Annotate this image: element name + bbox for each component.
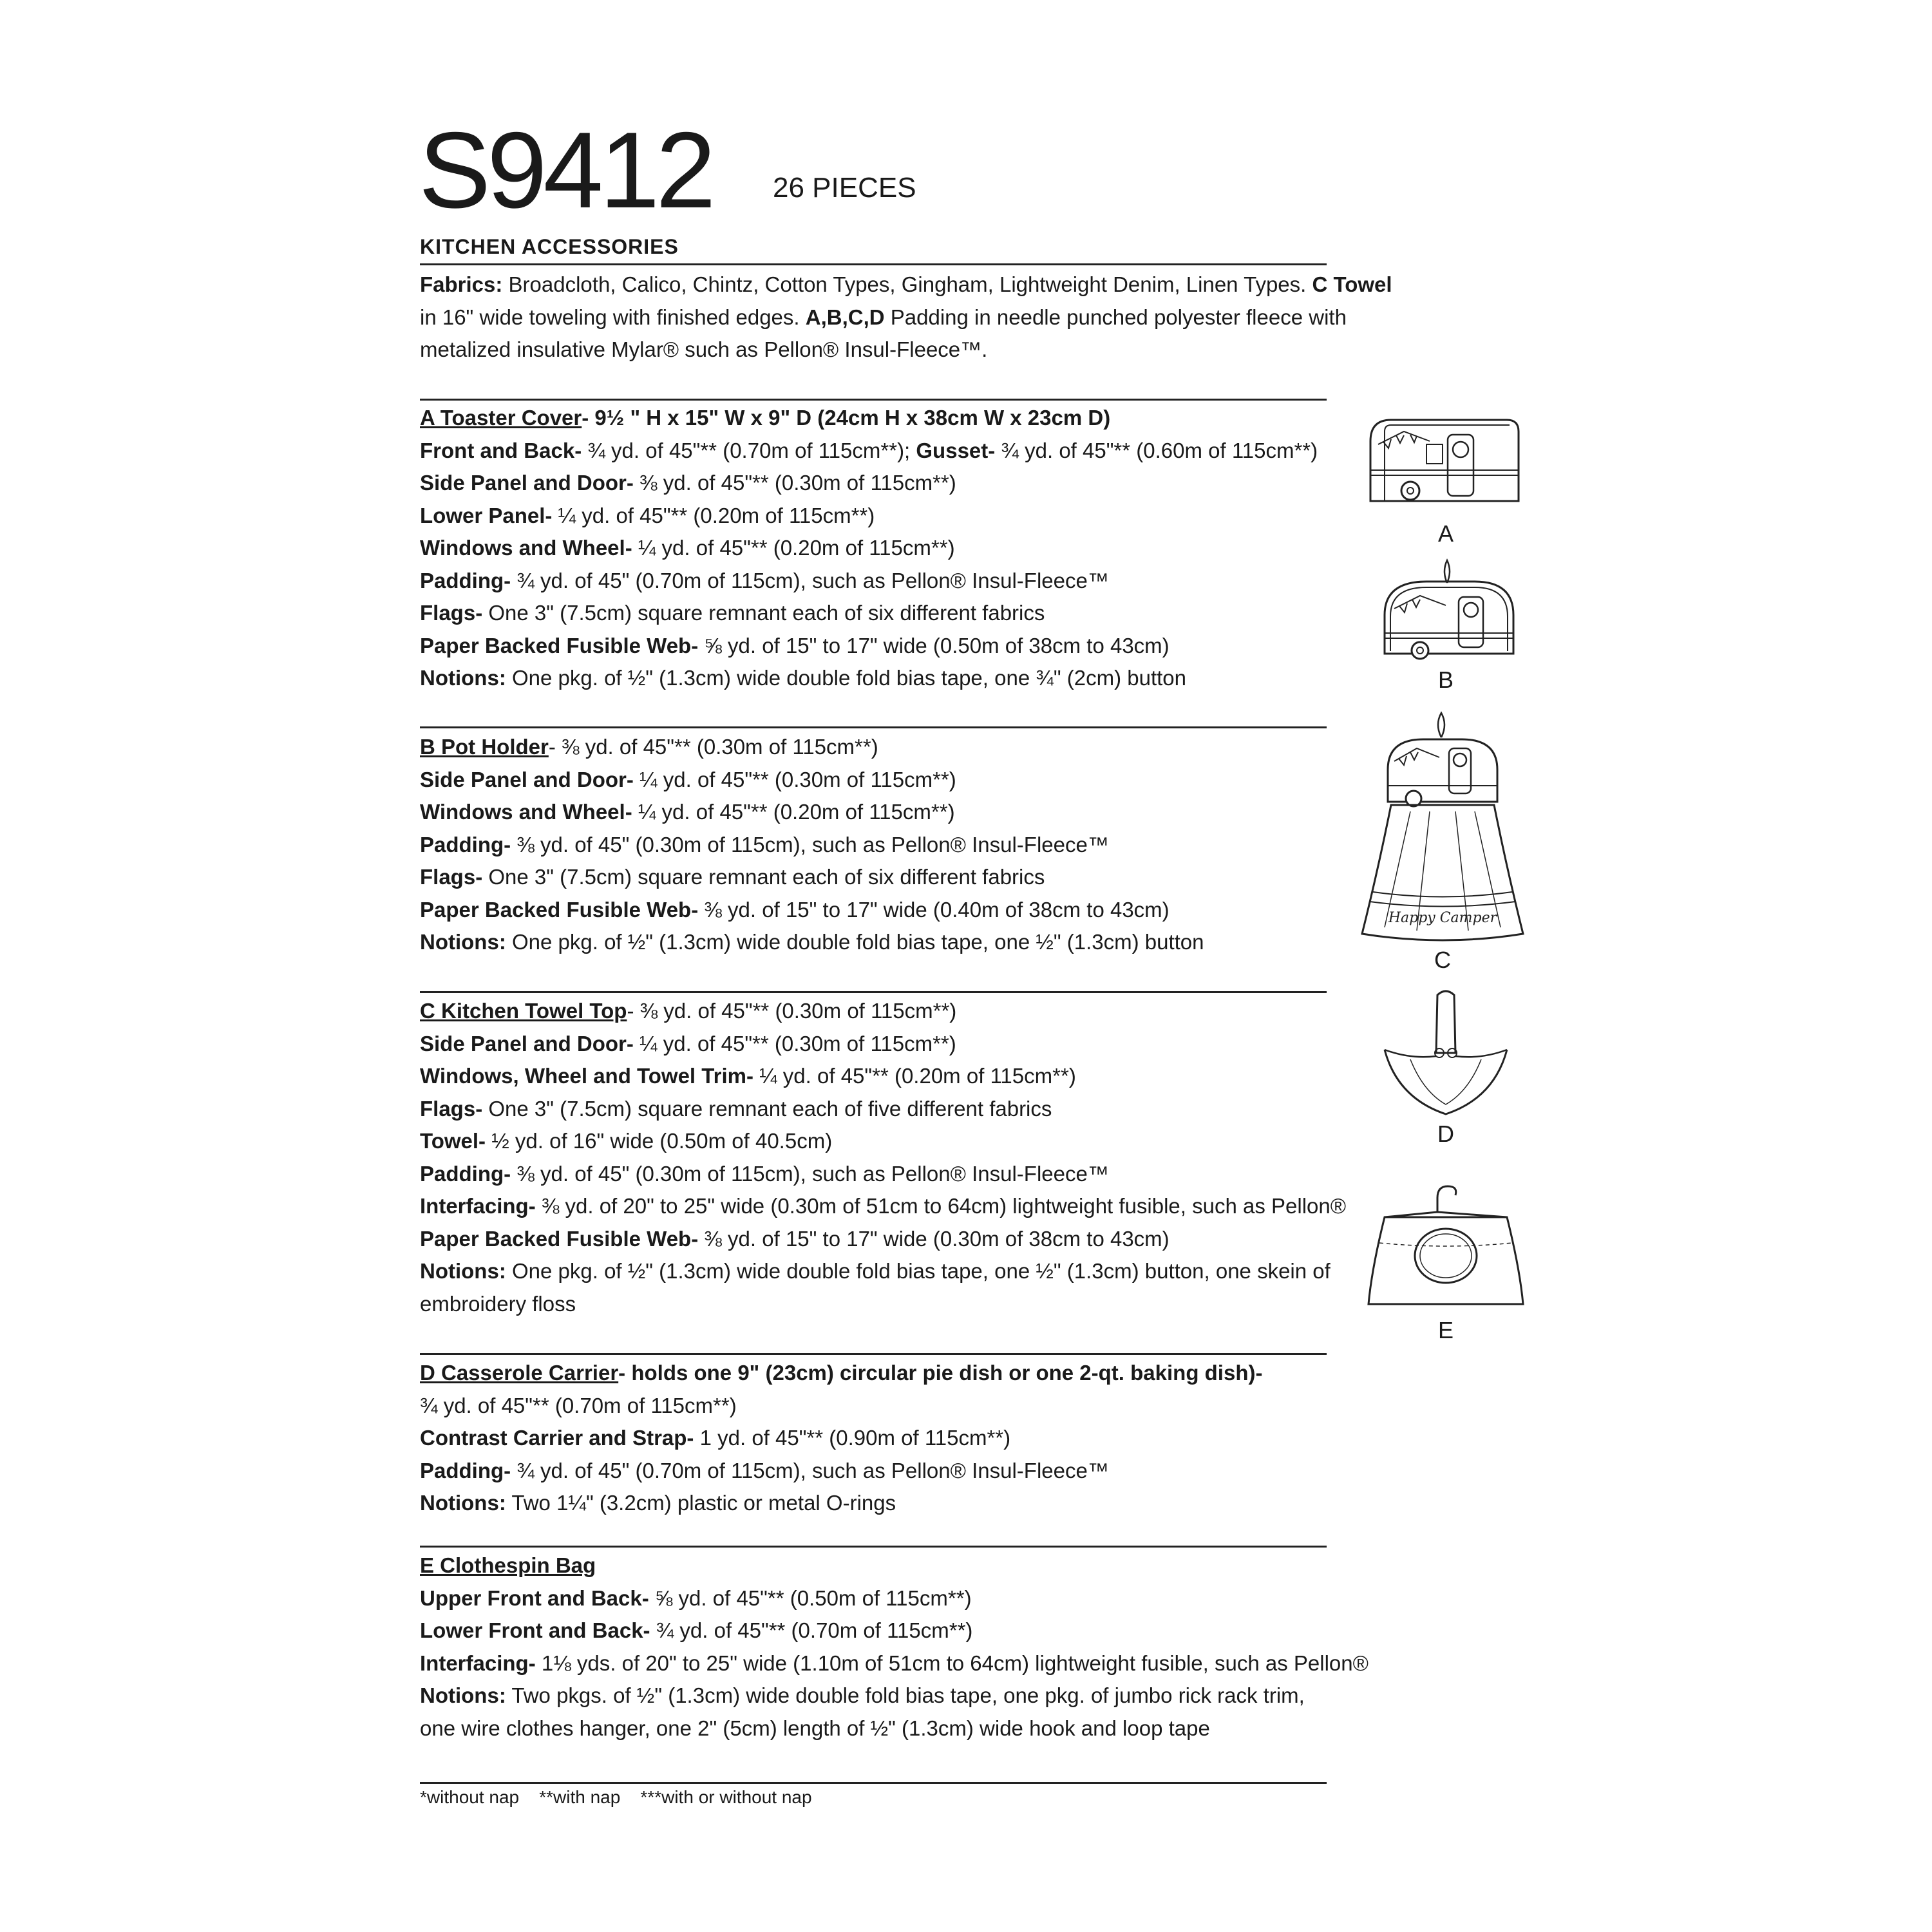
text-run: ¾ yd. of 45"** (0.60m of 115cm**): [995, 438, 1318, 462]
text-run: embroidery floss: [420, 1291, 576, 1316]
view-c-label: C: [1434, 947, 1451, 973]
text-run: Two 1¼" (3.2cm) plastic or metal O-rings: [506, 1491, 896, 1515]
text-line: [420, 1125, 1334, 1158]
text-line: [420, 829, 1334, 862]
text-run: in 16" wide toweling with finished edges.: [420, 305, 806, 329]
section-a-toaster-cover: [420, 402, 1334, 695]
bold-label: Side Panel and Door-: [420, 767, 634, 791]
bold-label: Gusset-: [916, 438, 996, 462]
text-line: [420, 532, 1334, 565]
text-run: ¼ yd. of 45"** (0.20m of 115cm**): [552, 503, 875, 527]
bold-label: Windows and Wheel-: [420, 800, 632, 824]
text-line: [420, 435, 1334, 468]
divider: [420, 263, 1327, 265]
text-run: ¼ yd. of 45"** (0.20m of 115cm**): [632, 536, 955, 560]
bold-label: Notions:: [420, 1259, 506, 1283]
text-run: One 3" (7.5cm) square remnant each of six different fabrics: [482, 601, 1045, 625]
text-line: [420, 796, 1334, 829]
text-line: [420, 1223, 1334, 1256]
text-run: ½ yd. of 16" wide (0.50m of 40.5cm): [486, 1129, 833, 1153]
kitchen-towel-drawing: [1359, 708, 1526, 947]
text-line: [420, 1680, 1334, 1712]
text-line: [420, 1647, 1368, 1680]
nap-footnote: *without nap **with nap ***with or without nap: [420, 1787, 812, 1807]
text-run: ⅜ yd. of 45"** (0.30m of 115cm**): [633, 471, 956, 495]
bold-label: - 9½ " H x 15" W x 9" D (24cm H x 38cm W x 23cm D): [582, 406, 1111, 430]
view-a-label: A: [1437, 520, 1454, 547]
bold-label: Side Panel and Door-: [420, 471, 634, 495]
text-run: 1 yd. of 45"** (0.90m of 115cm**): [694, 1426, 1011, 1450]
text-run: - ⅜ yd. of 45"** (0.30m of 115cm**): [627, 999, 957, 1023]
view-d-label: D: [1437, 1121, 1454, 1147]
text-line: [420, 731, 1334, 764]
text-run: ⅜ yd. of 15" to 17" wide (0.30m of 38cm to 43cm): [698, 1226, 1170, 1251]
bold-label: Towel-: [420, 1129, 486, 1153]
casserole-carrier-drawing: [1372, 989, 1520, 1137]
text-run: ⅜ yd. of 15" to 17" wide (0.40m of 38cm to 43cm): [698, 897, 1170, 922]
view-b-pot-holder-illustration: [1375, 557, 1523, 693]
text-line: [420, 1615, 1334, 1647]
bold-label: Notions:: [420, 930, 506, 954]
fabrics-description: [420, 269, 1392, 366]
bold-label: B Pot Holder: [420, 735, 549, 759]
text-run: one wire clothes hanger, one 2" (5cm) length of ½" (1.3cm) wide hook and loop tape: [420, 1716, 1210, 1740]
text-line: [420, 764, 1334, 797]
bold-label: Paper Backed Fusible Web-: [420, 897, 699, 922]
view-a-toaster-cover-illustration: [1365, 406, 1526, 547]
text-line: [420, 662, 1334, 695]
text-line: [420, 269, 1392, 301]
bold-label: Front and Back-: [420, 438, 582, 462]
text-line: [420, 861, 1334, 894]
text-run: - ⅜ yd. of 45"** (0.30m of 115cm**): [548, 735, 878, 759]
text-run: ¼ yd. of 45"** (0.30m of 115cm**): [633, 1031, 956, 1056]
bold-label: Notions:: [420, 1683, 506, 1707]
text-run: 1⅛ yds. of 20" to 25" wide (1.10m of 51cm to 64cm) lightweight fusible, such as Pellon®: [535, 1651, 1368, 1675]
text-line: [420, 1487, 1334, 1520]
bold-label: Notions:: [420, 1491, 506, 1515]
bold-label: D Casserole Carrier: [420, 1361, 619, 1385]
piece-count: 26 PIECES: [773, 172, 916, 204]
bold-label: Padding-: [420, 568, 511, 592]
text-run: Broadcloth, Calico, Chintz, Cotton Types, Gingham, Lightweight Denim, Linen Types.: [502, 272, 1312, 296]
text-line: [420, 402, 1334, 435]
category-title: KITCHEN ACCESSORIES: [420, 235, 679, 258]
text-line: [420, 926, 1334, 959]
text-run: One 3" (7.5cm) square remnant each of five different fabrics: [482, 1096, 1052, 1121]
text-line: [420, 500, 1334, 533]
text-line: [420, 1582, 1334, 1615]
text-run: One pkg. of ½" (1.3cm) wide double fold bias tape, one ¾" (2cm) button: [506, 666, 1186, 690]
text-run: Two pkgs. of ½" (1.3cm) wide double fold bias tape, one pkg. of jumbo rick rack trim,: [506, 1683, 1305, 1707]
text-line: [420, 301, 1347, 334]
view-e-clothespin-bag-illustration: [1365, 1172, 1526, 1343]
divider: [420, 1353, 1327, 1355]
bold-label: Flags-: [420, 865, 483, 889]
bold-label: Upper Front and Back-: [420, 1586, 649, 1610]
text-run: ⅝ yd. of 15" to 17" wide (0.50m of 38cm to 43cm): [698, 633, 1170, 658]
bold-label: Interfacing-: [420, 1194, 536, 1218]
bold-label: Flags-: [420, 601, 483, 625]
text-run: ¾ yd. of 45"** (0.70m of 115cm**): [650, 1618, 973, 1642]
text-line: [420, 1288, 1334, 1321]
text-run: ⅜ yd. of 20" to 25" wide (0.30m of 51cm to 64cm) lightweight fusible, such as Pellon®: [535, 1194, 1347, 1218]
divider: [420, 991, 1327, 993]
text-run: Padding in needle punched polyester fleece with: [884, 305, 1347, 329]
bold-label: Paper Backed Fusible Web-: [420, 633, 699, 658]
divider: [420, 1546, 1327, 1548]
happy-camper-embroidery: Happy Camper: [1388, 910, 1497, 926]
view-e-label: E: [1437, 1317, 1454, 1343]
divider: [420, 1782, 1327, 1784]
view-c-kitchen-towel-illustration: [1359, 708, 1526, 973]
text-run: ¾ yd. of 45" (0.70m of 115cm), such as Pellon® Insul-Fleece™: [511, 1458, 1109, 1482]
text-line: [420, 1422, 1334, 1455]
text-line: [420, 1390, 1334, 1423]
text-line: [420, 565, 1334, 598]
text-line: [420, 1549, 1334, 1582]
text-line: [420, 630, 1334, 663]
bold-label: Flags-: [420, 1096, 483, 1121]
bold-label: C Kitchen Towel Top: [420, 999, 627, 1023]
text-line: [420, 1712, 1334, 1745]
text-line: [420, 1028, 1334, 1061]
bold-label: Lower Panel-: [420, 503, 553, 527]
section-c-kitchen-towel-top: [420, 995, 1347, 1320]
text-run: ⅝ yd. of 45"** (0.50m of 115cm**): [649, 1586, 972, 1610]
text-run: One pkg. of ½" (1.3cm) wide double fold bias tape, one ½" (1.3cm) button: [506, 930, 1204, 954]
bold-label: - holds one 9" (23cm) circular pie dish or one 2-qt. baking dish)-: [618, 1361, 1263, 1385]
bold-label: Windows, Wheel and Towel Trim-: [420, 1064, 753, 1088]
text-run: ¾ yd. of 45"** (0.70m of 115cm**);: [582, 438, 916, 462]
bold-label: E Clothespin Bag: [420, 1553, 596, 1577]
text-line: [420, 467, 1334, 500]
toaster-camper-drawing: [1365, 406, 1526, 509]
text-run: ⅜ yd. of 45" (0.30m of 115cm), such as Pellon® Insul-Fleece™: [511, 1161, 1109, 1186]
pot-holder-drawing: [1375, 557, 1523, 663]
view-b-label: B: [1437, 667, 1454, 693]
section-e-clothespin-bag: [420, 1549, 1368, 1745]
text-line: [420, 1455, 1334, 1488]
bold-label: Lower Front and Back-: [420, 1618, 650, 1642]
bold-label: C Towel: [1312, 272, 1392, 296]
text-run: ¼ yd. of 45"** (0.20m of 115cm**): [632, 800, 955, 824]
bold-label: Side Panel and Door-: [420, 1031, 634, 1056]
text-run: One 3" (7.5cm) square remnant each of six different fabrics: [482, 865, 1045, 889]
text-run: ¾ yd. of 45" (0.70m of 115cm), such as Pellon® Insul-Fleece™: [511, 568, 1109, 592]
bold-label: Notions:: [420, 666, 506, 690]
bold-label: Contrast Carrier and Strap-: [420, 1426, 694, 1450]
text-line: [420, 1093, 1334, 1126]
bold-label: Windows and Wheel-: [420, 536, 632, 560]
bold-label: A Toaster Cover: [420, 406, 582, 430]
section-d-casserole-carrier: [420, 1357, 1334, 1520]
text-line: [420, 1060, 1334, 1093]
text-run: metalized insulative Mylar® such as Pellon® Insul-Fleece™.: [420, 337, 988, 361]
view-d-casserole-carrier-illustration: [1372, 989, 1520, 1147]
text-line: [420, 1158, 1334, 1191]
text-line: [420, 1357, 1334, 1390]
pattern-number: S9412: [419, 109, 712, 231]
section-b-pot-holder: [420, 731, 1334, 959]
bold-label: Padding-: [420, 832, 511, 857]
divider: [420, 726, 1327, 728]
text-run: ¼ yd. of 45"** (0.20m of 115cm**): [753, 1064, 1076, 1088]
bold-label: Paper Backed Fusible Web-: [420, 1226, 699, 1251]
text-run: ⅜ yd. of 45" (0.30m of 115cm), such as Pellon® Insul-Fleece™: [511, 832, 1109, 857]
text-run: ¾ yd. of 45"** (0.70m of 115cm**): [420, 1393, 737, 1417]
text-run: ¼ yd. of 45"** (0.30m of 115cm**): [633, 767, 956, 791]
text-line: [420, 1255, 1334, 1288]
clothespin-bag-drawing: [1365, 1172, 1526, 1320]
divider: [420, 399, 1327, 401]
bold-label: Interfacing-: [420, 1651, 536, 1675]
text-line: [420, 597, 1334, 630]
bold-label: Fabrics:: [420, 272, 503, 296]
text-line: [420, 894, 1334, 927]
text-line: [420, 995, 1334, 1028]
text-line: [420, 1190, 1347, 1223]
text-run: One pkg. of ½" (1.3cm) wide double fold bias tape, one ½" (1.3cm) button, one skein of: [506, 1259, 1331, 1283]
text-line: [420, 334, 1334, 366]
bold-label: A,B,C,D: [805, 305, 885, 329]
bold-label: Padding-: [420, 1161, 511, 1186]
bold-label: Padding-: [420, 1458, 511, 1482]
